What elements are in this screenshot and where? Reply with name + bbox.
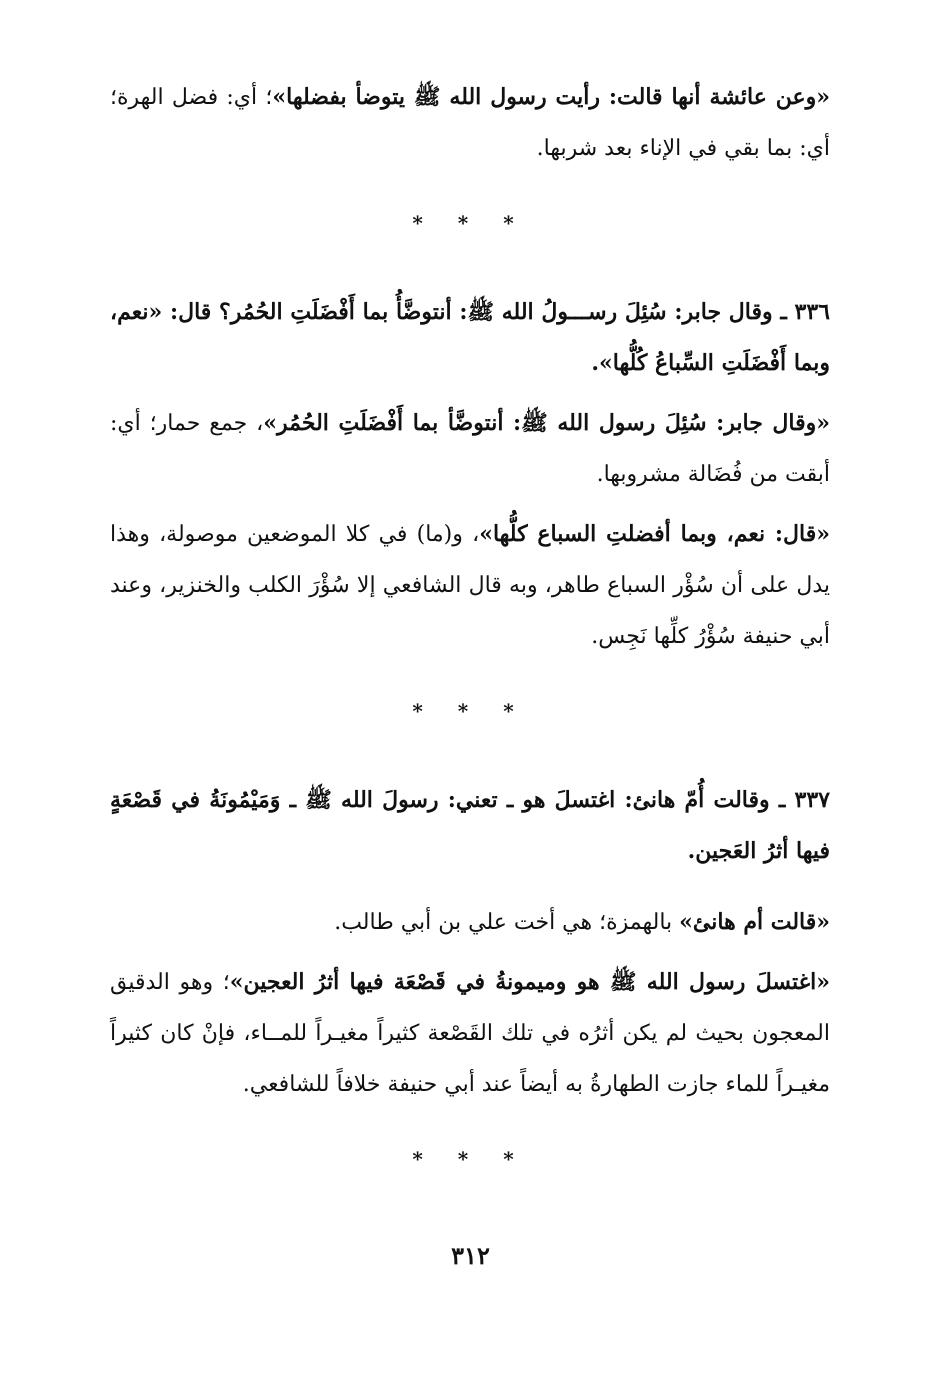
commentary-text: ؛ أي: فضل الهرة؛ أي: بما بقي في الإناء بعد شربها. bbox=[110, 85, 830, 161]
quoted-hadith-text: «وعن عائشة أنها قالت: رأيت رسول الله ﷺ يتوضأ بفضلها» bbox=[272, 84, 830, 110]
quoted-hadith-text: «اغتسلَ رسول الله ﷺ هو وميمونةُ في قَصْعَة فيها أثرُ العجين» bbox=[229, 969, 830, 995]
page-body bbox=[110, 72, 830, 1223]
section-separator: * * * bbox=[412, 1147, 528, 1171]
commentary-paragraph-1 bbox=[110, 72, 830, 174]
quoted-hadith-text: «وقال جابر: سُئِلَ رسول الله ﷺ: أنتوضَّأ بما أَفْضَلَتِ الحُمُر» bbox=[263, 410, 830, 436]
section-separator: * * * bbox=[412, 699, 528, 723]
commentary-text: ، و(ما) في كلا الموضعين موصولة، وهذا يدل على أن سُؤْر السباع طاهر، وبه قال الشافعي إلا سُؤْرَ الكلب والخنزير، وعند أبي حنيفة سُؤْرُ كلِّها نَجِس. bbox=[110, 522, 830, 649]
commentary-paragraph-5 bbox=[110, 957, 830, 1110]
section-separator: * * * bbox=[412, 211, 528, 235]
quoted-hadith-text: «قال: نعم، وبما أفضلتِ السباع كلُّها» bbox=[479, 521, 830, 547]
quoted-hadith-text: «قالت أم هانئ» bbox=[679, 909, 830, 935]
commentary-paragraph-3 bbox=[110, 509, 830, 662]
commentary-text: ، جمع حمار؛ أي: أبقت من فُضَالة مشروبها. bbox=[110, 411, 830, 487]
hadith-337: ٣٣٧ ـ وقالت أُمّ هانئ: اغتسلَ هو ـ تعني: رسولَ الله ﷺ ـ وَمَيْمُونَةُ في قَصْعَةٍ فيها أثرُ العَجين. bbox=[110, 787, 830, 864]
commentary-paragraph-4 bbox=[110, 897, 830, 948]
commentary-text: بالهمزة؛ هي أخت علي بن أبي طالب. bbox=[334, 910, 680, 935]
commentary-paragraph-2 bbox=[110, 398, 830, 500]
hadith-336: ٣٣٦ ـ وقال جابر: سُئِلَ رســـولُ الله ﷺ: أنتوضَّأُ بما أَفْضَلَتِ الحُمُر؟ قال: «نعم، وبما أَفْضَلَتِ السِّباعُ كُلُّها». bbox=[110, 299, 830, 376]
commentary-text: ؛ وهو الدقيق المعجون بحيث لم يكن أثرُه في تلك القَصْعة كثيراً مغيـراً للمــاء، فإنْ كان كثيراً مغيـراً للماء جازت الطهارةُ به أيضاً عند أبي حنيفة خلافاً للشافعي. bbox=[110, 970, 830, 1097]
page-number: ٣١٢ bbox=[451, 1241, 490, 1270]
